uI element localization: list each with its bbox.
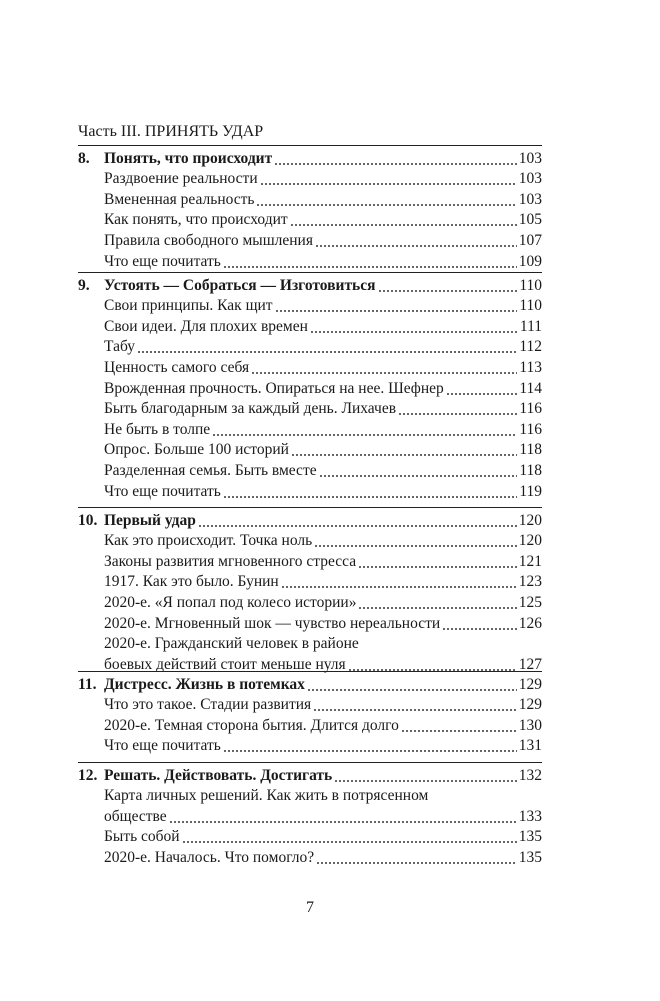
entry-page: 135 xyxy=(518,828,542,846)
toc-entry[interactable] xyxy=(78,440,542,461)
toc-entry[interactable] xyxy=(78,736,542,757)
chapter-divider xyxy=(78,507,542,508)
leader-dots xyxy=(260,183,517,185)
leader-dots xyxy=(212,434,517,436)
entry-page: 103 xyxy=(518,170,542,188)
chapter-title: Решать. Действовать. Достигать xyxy=(104,766,333,784)
entry-title: Как это происходит. Точка ноль xyxy=(104,532,313,550)
chapter-title: Понять, что происходит xyxy=(104,149,273,167)
leader-dots xyxy=(358,566,517,568)
entry-title: Законы развития мгновенного стресса xyxy=(104,552,357,570)
chapter-heading[interactable] xyxy=(78,275,542,296)
leader-dots xyxy=(316,862,517,864)
chapter-number: 8. xyxy=(78,149,90,167)
entry-title: Раздвоение реальности xyxy=(104,170,258,188)
chapter-page: 120 xyxy=(518,511,542,529)
toc-entry[interactable] xyxy=(78,357,542,378)
chapter-divider xyxy=(78,145,542,146)
toc-entry[interactable] xyxy=(78,592,542,613)
entry-page: 118 xyxy=(519,441,542,459)
toc-entry[interactable] xyxy=(78,806,542,827)
entry-title: Свои принципы. Как щит xyxy=(104,297,273,315)
entry-title: Как понять, что происходит xyxy=(104,211,288,229)
entry-line xyxy=(78,786,542,807)
entry-title: Правила свободного мышления xyxy=(104,231,313,249)
entry-title: боевых действий стоит меньше нуля xyxy=(104,655,346,673)
leader-dots xyxy=(315,245,517,247)
chapter-block xyxy=(78,765,542,868)
entry-page: 105 xyxy=(518,211,542,229)
entry-title: Быть собой xyxy=(104,828,180,846)
entry-page: 130 xyxy=(518,716,542,734)
entry-title: 2020-е. «Я попал под колесо истории» xyxy=(104,593,357,611)
chapter-block xyxy=(78,275,542,502)
leader-dots xyxy=(169,821,517,823)
chapter-number: 9. xyxy=(78,276,90,294)
page-number: 7 xyxy=(306,899,314,916)
toc-entry[interactable] xyxy=(78,715,542,736)
chapter-divider xyxy=(78,762,542,763)
leader-dots xyxy=(223,750,517,752)
entry-page: 126 xyxy=(518,614,542,632)
toc-entry[interactable] xyxy=(78,531,542,552)
chapter-divider xyxy=(78,671,542,672)
entry-title: Врожденная прочность. Опираться на нее. Шефнер xyxy=(104,379,444,397)
entry-title: Не быть в толпе xyxy=(104,420,211,438)
chapter-heading[interactable] xyxy=(78,674,542,695)
leader-dots xyxy=(251,372,517,374)
entry-title: Что еще почитать xyxy=(104,482,221,500)
entry-page: 118 xyxy=(519,461,542,479)
entry-page: 116 xyxy=(519,400,542,418)
entry-page: 114 xyxy=(519,379,542,397)
leader-dots xyxy=(198,525,517,527)
leader-dots xyxy=(281,586,517,588)
chapter-number: 12. xyxy=(78,766,98,784)
toc-entry[interactable] xyxy=(78,169,542,190)
chapter-block xyxy=(78,148,542,272)
entry-title: Ценность самого себя xyxy=(104,358,250,376)
leader-dots xyxy=(442,628,517,630)
leader-dots xyxy=(398,413,517,415)
entry-title-line1: 2020-е. Гражданский человек в районе xyxy=(104,635,359,653)
toc-entry[interactable] xyxy=(78,337,542,358)
entry-page: 123 xyxy=(518,573,542,591)
entry-page: 103 xyxy=(518,190,542,208)
toc-entry[interactable] xyxy=(78,189,542,210)
entry-title: Свои идеи. Для плохих времен xyxy=(104,317,308,335)
toc-entry[interactable] xyxy=(78,378,542,399)
chapter-block xyxy=(78,510,542,675)
entry-title: Вмененная реальность xyxy=(104,190,255,208)
entry-title: обществе xyxy=(104,807,167,825)
toc-entry[interactable] xyxy=(78,210,542,231)
toc-entry[interactable] xyxy=(78,572,542,593)
entry-page: 133 xyxy=(518,807,542,825)
chapter-number: 10. xyxy=(78,511,98,529)
entry-page: 113 xyxy=(519,358,542,376)
entry-page: 120 xyxy=(518,532,542,550)
toc-entry[interactable] xyxy=(78,460,542,481)
entry-title: Разделенная семья. Быть вместе xyxy=(104,461,317,479)
leader-dots xyxy=(401,730,517,732)
chapter-block xyxy=(78,674,542,756)
toc-entry[interactable] xyxy=(78,296,542,317)
entry-title: 2020-е. Мгновенный шок — чувство нереальности xyxy=(104,614,441,632)
leader-dots xyxy=(446,393,518,395)
leader-dots xyxy=(334,780,517,782)
entry-title: Что еще почитать xyxy=(104,737,221,755)
chapter-heading[interactable] xyxy=(78,765,542,786)
toc-entry[interactable] xyxy=(78,551,542,572)
entry-title: 2020-е. Темная сторона бытия. Длится долго xyxy=(104,716,399,734)
entry-page: 121 xyxy=(518,552,542,570)
leader-dots xyxy=(319,475,518,477)
leader-dots xyxy=(378,290,518,292)
entry-page: 112 xyxy=(519,338,542,356)
leader-dots xyxy=(275,310,518,312)
leader-dots xyxy=(137,351,517,353)
chapter-title: Устоять — Собраться — Изготовиться xyxy=(104,276,376,294)
entry-page: 131 xyxy=(518,737,542,755)
leader-dots xyxy=(314,545,517,547)
toc-entry[interactable] xyxy=(78,251,542,272)
entry-page: 107 xyxy=(518,231,542,249)
leader-dots xyxy=(310,331,518,333)
toc-entry[interactable] xyxy=(78,827,542,848)
chapter-title: Дистресс. Жизнь в потемках xyxy=(104,675,305,693)
leader-dots xyxy=(307,689,517,691)
entry-page: 111 xyxy=(519,317,542,335)
toc-entry[interactable] xyxy=(78,613,542,634)
entry-page: 127 xyxy=(518,655,542,673)
entry-title: 2020-е. Началось. Что помогло? xyxy=(104,848,315,866)
leader-dots xyxy=(223,266,517,268)
leader-dots xyxy=(290,224,517,226)
entry-line xyxy=(78,634,542,655)
entry-page: 109 xyxy=(518,252,542,270)
leader-dots xyxy=(256,204,516,206)
chapter-title: Первый удар xyxy=(104,511,196,529)
entry-title: Быть благодарным за каждый день. Лихачев xyxy=(104,400,397,418)
chapter-number: 11. xyxy=(78,675,97,693)
entry-title: 1917. Как это было. Бунин xyxy=(104,573,279,591)
chapter-page: 103 xyxy=(518,149,542,167)
leader-dots xyxy=(313,709,517,711)
leader-dots xyxy=(358,607,516,609)
entry-title: Табу xyxy=(104,338,136,356)
toc-entry[interactable] xyxy=(78,316,542,337)
toc-entry[interactable] xyxy=(78,847,542,868)
chapter-page: 132 xyxy=(518,766,542,784)
leader-dots xyxy=(274,163,517,165)
toc-entry[interactable] xyxy=(78,419,542,440)
entry-page: 135 xyxy=(518,848,542,866)
toc-entry[interactable] xyxy=(78,481,542,502)
toc-entry[interactable] xyxy=(78,695,542,716)
toc-entry[interactable] xyxy=(78,230,542,251)
entry-page: 125 xyxy=(518,593,542,611)
leader-dots xyxy=(291,454,517,456)
entry-title: Опрос. Больше 100 историй xyxy=(104,441,289,459)
chapter-page: 129 xyxy=(518,675,542,693)
chapter-heading[interactable] xyxy=(78,510,542,531)
entry-title-line1: Карта личных решений. Как жить в потрясенном xyxy=(104,787,429,805)
chapter-divider xyxy=(78,272,542,273)
toc-entry[interactable] xyxy=(78,399,542,420)
leader-dots xyxy=(182,841,517,843)
chapter-heading[interactable] xyxy=(78,148,542,169)
leader-dots xyxy=(223,496,517,498)
entry-title: Что это такое. Стадии развития xyxy=(104,696,312,714)
entry-page: 129 xyxy=(518,696,542,714)
entry-page: 116 xyxy=(519,420,542,438)
entry-page: 119 xyxy=(519,482,542,500)
chapter-page: 110 xyxy=(519,276,542,294)
part-title: Часть III. ПРИНЯТЬ УДАР xyxy=(78,123,264,140)
entry-title: Что еще почитать xyxy=(104,252,221,270)
entry-page: 110 xyxy=(519,297,542,315)
